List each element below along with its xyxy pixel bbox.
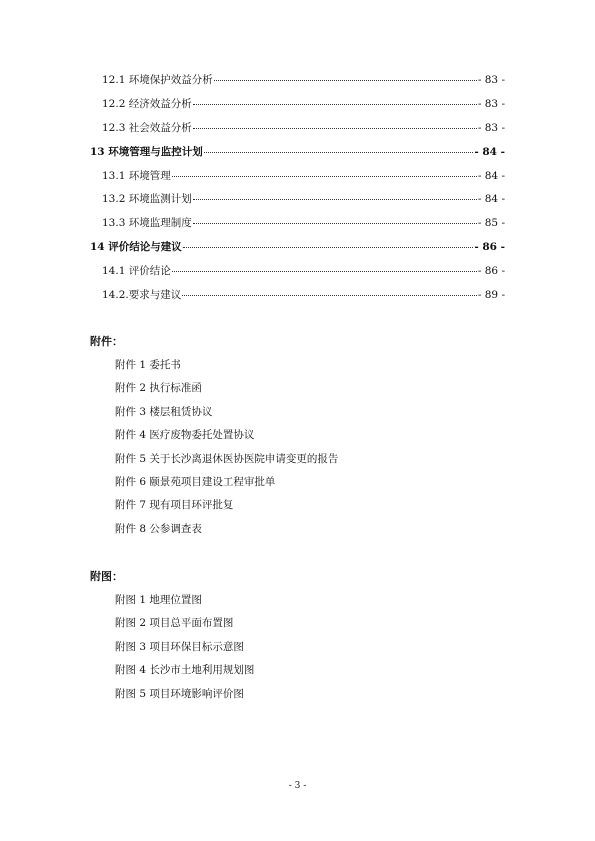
toc-entry-page: - 86 - <box>477 265 505 278</box>
toc-entry-14[interactable] <box>90 239 505 263</box>
toc-entry-page: - 85 - <box>477 217 505 230</box>
attachment-item: 附件 3 楼层租赁协议 <box>115 405 213 418</box>
attachment-item: 附件 2 执行标准函 <box>115 382 202 395</box>
toc-dot-leader <box>193 198 477 200</box>
toc-entry-12-2[interactable] <box>90 96 505 120</box>
attachment-item: 附件 4 医疗废物委托处置协议 <box>115 429 255 442</box>
figures-list <box>115 592 254 709</box>
attachments-heading: 附件： <box>90 335 123 348</box>
attachment-item: 附件 8 公参调查表 <box>115 522 202 535</box>
toc-entry-13-1[interactable] <box>90 168 505 192</box>
toc-entry-title: 13 环境管理与监控计划 <box>90 145 203 158</box>
figure-item: 附图 3 项目环保目标示意图 <box>115 640 244 653</box>
toc-dot-leader <box>193 127 477 129</box>
toc-entry-title: 14.1 评价结论 <box>102 265 171 278</box>
toc-entry-13[interactable] <box>90 144 505 168</box>
toc-entry-12-1[interactable] <box>90 72 505 96</box>
figure-item: 附图 4 长沙市土地利用规划图 <box>115 664 255 677</box>
figure-item: 附图 5 项目环境影响评价图 <box>115 687 244 700</box>
toc-entry-page: - 83 - <box>477 121 505 134</box>
toc-entry-page: - 83 - <box>477 74 505 86</box>
toc-entry-page: - 84 - <box>474 145 505 158</box>
toc-dot-leader <box>214 79 477 81</box>
attachment-item: 附件 5 关于长沙离退休医协医院申请变更的报告 <box>115 452 339 465</box>
toc-dot-leader <box>183 246 474 248</box>
toc-entry-page: - 83 - <box>477 97 505 110</box>
toc-entry-14-2[interactable] <box>90 287 505 311</box>
toc-dot-leader <box>172 175 477 177</box>
toc-entry-13-3[interactable] <box>90 215 505 239</box>
toc-entry-14-1[interactable] <box>90 263 505 287</box>
toc-dot-leader <box>182 294 477 296</box>
toc-entry-13-2[interactable] <box>90 191 505 215</box>
toc-entry-title: 12.2 经济效益分析 <box>102 97 192 110</box>
toc-entry-title: 12.3 社会效益分析 <box>102 121 192 134</box>
figure-item: 附图 1 地理位置图 <box>115 594 202 606</box>
toc-entry-title: 13.1 环境管理 <box>102 169 171 182</box>
toc-dot-leader <box>193 103 477 105</box>
figures-heading: 附图： <box>90 570 123 583</box>
toc-dot-leader <box>172 270 477 272</box>
page-number: - 3 - <box>288 781 307 791</box>
toc-entry-page: - 84 - <box>477 193 505 206</box>
toc-entry-title: 12.1 环境保护效益分析 <box>102 74 213 86</box>
toc-dot-leader <box>204 151 474 153</box>
toc-entry-page: - 89 - <box>477 289 505 302</box>
table-of-contents <box>90 72 505 311</box>
toc-dot-leader <box>193 222 477 224</box>
toc-entry-title: 14 评价结论与建议 <box>90 241 182 254</box>
toc-entry-page: - 84 - <box>477 169 505 182</box>
toc-entry-title: 13.2 环境监测计划 <box>102 193 192 206</box>
toc-entry-12-3[interactable] <box>90 120 505 144</box>
attachment-item: 附件 6 颐景苑项目建设工程审批单 <box>115 475 276 488</box>
toc-entry-title: 14.2.要求与建议 <box>102 289 182 302</box>
toc-entry-title: 13.3 环境监理制度 <box>102 217 192 230</box>
attachments-list <box>115 357 338 544</box>
figure-item: 附图 2 项目总平面布置图 <box>115 617 234 630</box>
attachment-item: 附件 7 现有项目环评批复 <box>115 499 234 512</box>
attachment-item: 附件 1 委托书 <box>115 359 181 371</box>
toc-entry-page: - 86 - <box>474 241 505 254</box>
